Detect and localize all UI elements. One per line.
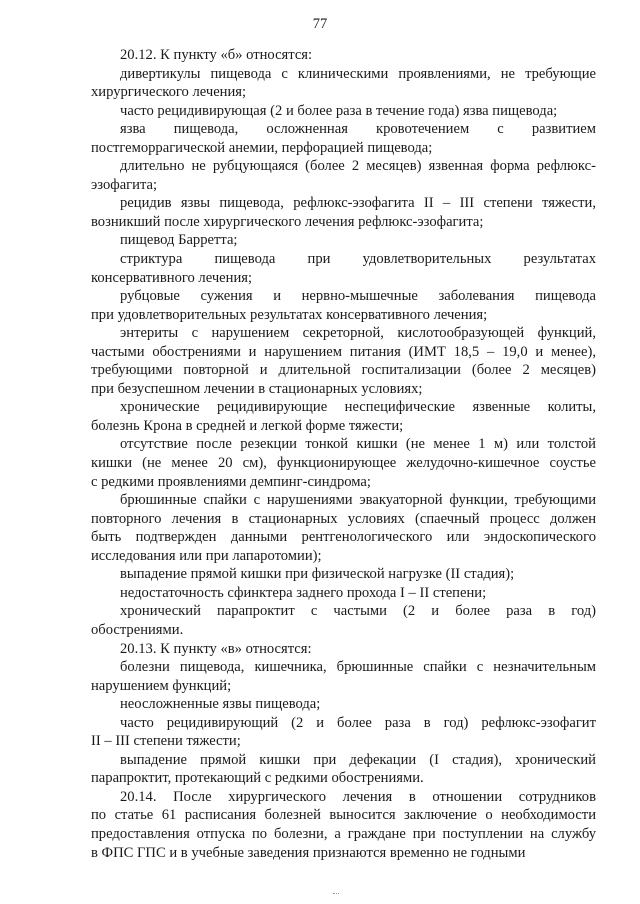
text-line: повторного лечения в стационарных условиях (спаечный процесс должен: [91, 510, 596, 527]
text-line: стриктура пищевода при удовлетворительных результатах: [120, 251, 596, 268]
text-line: II – III степени тяжести;: [91, 733, 241, 750]
text-line: хронические рецидивирующие неспецифические язвенные колиты,: [120, 399, 596, 416]
text-line: в ФПС ГПС и в учебные заведения признаются временно не годными: [91, 844, 526, 861]
paragraph: [91, 584, 596, 603]
document-body: [91, 46, 596, 862]
paragraph: [91, 157, 596, 194]
text-line: рецидив язвы пищевода, рефлюкс-эзофагита II – III степени тяжести,: [120, 195, 596, 212]
text-line: часто рецидивирующая (2 и более раза в течение года) язва пищевода;: [120, 102, 558, 119]
paragraph: [91, 120, 596, 157]
paragraph: [91, 287, 596, 324]
text-line: требующими повторной и длительной госпитализации (более 2 месяцев): [91, 362, 596, 379]
paragraph: [91, 231, 596, 250]
text-line: длительно не рубцующаяся (более 2 месяцев) язвенная форма рефлюкс-: [120, 158, 596, 175]
paragraph: [91, 324, 596, 398]
page-number: 77: [312, 16, 328, 32]
text-line: болезнь Крона в средней и легкой форме тяжести;: [91, 417, 404, 434]
text-line: предоставления отпуска по болезни, а граждане при поступлении на службу: [91, 825, 596, 842]
text-line: исследования или при лапаротомии);: [91, 547, 322, 564]
text-line: неосложненные язвы пищевода;: [120, 696, 321, 713]
text-line: 20.13. К пункту «в» относятся:: [120, 640, 312, 657]
text-line: брюшинные спайки с нарушениями эвакуаторной функции, требующими: [120, 492, 596, 509]
text-line: с редкими проявлениями демпинг-синдрома;: [91, 473, 371, 490]
paragraph: [91, 194, 596, 231]
paragraph: [91, 65, 596, 102]
text-line: пищевод Барретта;: [120, 232, 238, 249]
text-line: недостаточность сфинктера заднего прохода I – II степени;: [120, 584, 487, 601]
text-line: болезни пищевода, кишечника, брюшинные спайки с незначительным: [120, 659, 596, 676]
paragraph: [91, 714, 596, 751]
text-line: энтериты с нарушением секреторной, кислотообразующей функций,: [120, 325, 596, 342]
paragraph: [91, 602, 596, 639]
paragraph: [91, 491, 596, 565]
text-line: возникший после хирургического лечения рефлюкс-эзофагита;: [91, 213, 484, 230]
paragraph: [91, 658, 596, 695]
text-line: 20.14. После хирургического лечения в отношении сотрудников: [120, 788, 596, 805]
text-line: обострениями.: [91, 621, 184, 638]
text-line: дивертикулы пищевода с клиническими проявлениями, не требующие: [120, 65, 596, 82]
text-line: быть подтвержден данными рентгенологического или эндоскопического: [91, 529, 596, 546]
paragraph: [91, 435, 596, 491]
text-line: при безуспешном лечении в стационарных условиях;: [91, 380, 423, 397]
text-line: часто рецидивирующий (2 и более раза в год) рефлюкс-эзофагит: [120, 714, 596, 731]
paragraph: [91, 398, 596, 435]
text-line: кишки (не менее 20 см), функционирующее желудочно-кишечное соустье: [91, 455, 596, 472]
paragraph: [91, 46, 596, 65]
text-line: при удовлетворительных результатах консервативного лечения;: [91, 306, 488, 323]
paragraph: [91, 751, 596, 788]
text-line: частыми обострениями и нарушением питания (ИМТ 18,5 – 19,0 и менее),: [91, 343, 596, 360]
text-line: эзофагита;: [91, 176, 158, 193]
text-line: рубцовые сужения и нервно-мышечные заболевания пищевода: [120, 288, 596, 305]
paragraph: [91, 102, 596, 121]
text-line: парапроктит, протекающий с редкими обострениями.: [91, 770, 424, 787]
text-line: постгеморрагической анемии, перфорацией пищевода;: [91, 139, 433, 156]
text-line: хронический парапроктит с частыми (2 и более раза в год): [120, 603, 596, 620]
paragraph: [91, 250, 596, 287]
paragraph: [91, 565, 596, 584]
text-line: выпадение прямой кишки при дефекации (I стадия), хронический: [120, 751, 596, 768]
text-line: выпадение прямой кишки при физической нагрузке (II стадия);: [120, 566, 515, 583]
text-line: нарушением функций;: [91, 677, 232, 694]
text-line: по статье 61 расписания болезней выносится заключение о необходимости: [91, 807, 596, 824]
text-line: хирургического лечения;: [91, 84, 247, 101]
paragraph: [91, 695, 596, 714]
paragraph: [91, 788, 596, 862]
text-line: язва пищевода, осложненная кровотечением с развитием: [120, 121, 596, 138]
text-line: отсутствие после резекции тонкой кишки (не менее 1 м) или толстой: [120, 436, 596, 453]
text-line: консервативного лечения;: [91, 269, 253, 286]
paragraph: [91, 640, 596, 659]
page-edge-mark: [333, 893, 339, 895]
text-line: 20.12. К пункту «б» относятся:: [120, 47, 313, 63]
